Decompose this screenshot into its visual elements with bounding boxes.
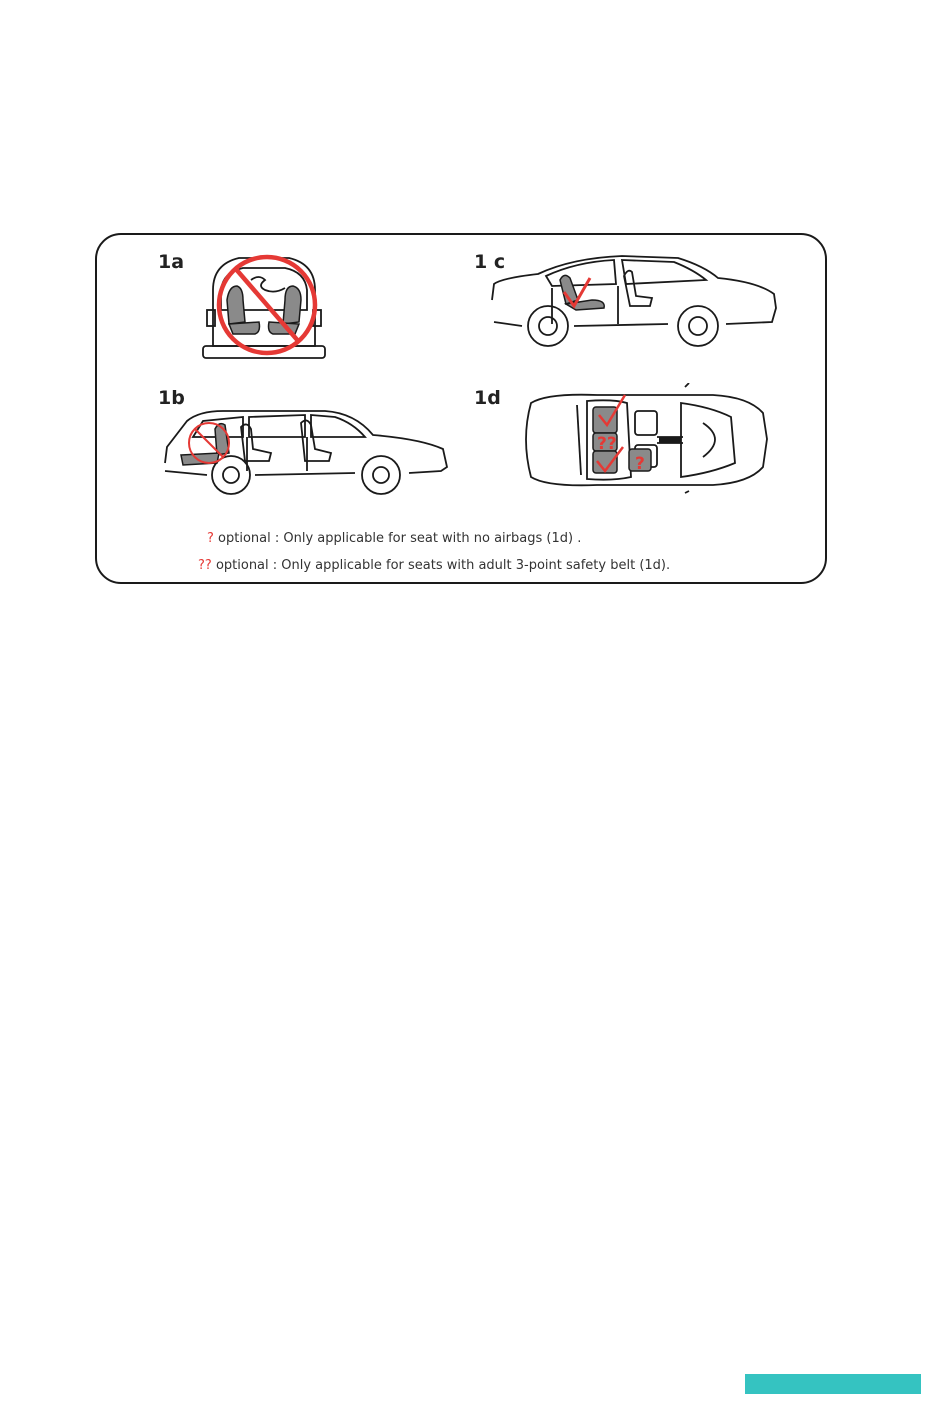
figure-label-1a: 1a [158,251,185,273]
question-mark: ? [635,454,645,474]
wagon-side-view-1b [159,407,449,499]
seat-left [227,286,245,324]
note-double-optional [198,559,670,572]
note-symbol: ?? [198,558,212,573]
seat-right [283,286,301,324]
seat-installation-figure [95,233,827,584]
figure-label-1c: 1 c [474,251,506,273]
car-rear-view-1a [199,250,329,362]
double-question-mark: ?? [597,434,617,454]
car-top-view-1d [517,383,777,495]
car-side-view-1c [482,250,782,350]
figure-label-1b: 1b [158,387,185,409]
figure-label-1d: 1d [474,387,501,409]
note-symbol: ? [207,531,214,546]
note-single-optional [207,532,581,545]
note-text: optional : Only applicable for seats with adult 3-point safety belt (1d). [211,558,671,573]
footer-accent-bar [745,1374,921,1394]
note-text: optional : Only applicable for seat with no airbags (1d) . [213,531,582,546]
